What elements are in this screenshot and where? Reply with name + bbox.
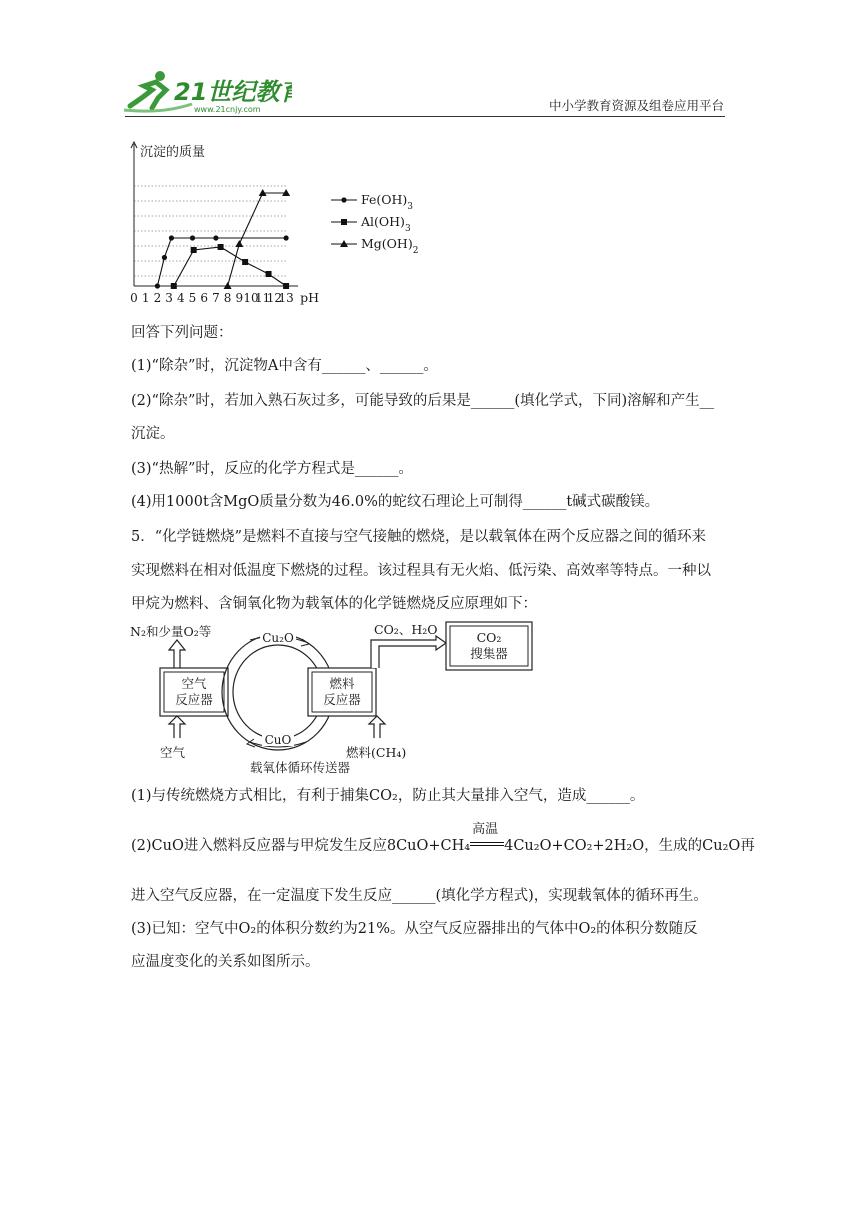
q4-sub3: (3)“热解”时，反应的化学方程式是______。 <box>131 461 413 477</box>
site-logo <box>122 68 292 120</box>
data-point-square <box>283 283 289 289</box>
data-point-circle <box>284 235 289 240</box>
svg-text:空气: 空气 <box>181 676 207 691</box>
q4-intro: 回答下列问题： <box>131 325 233 341</box>
x-tick-label: 6 <box>200 291 209 305</box>
legend-label: $Fe(OH)_3$ <box>361 192 414 212</box>
header-tagline: 中小学教育资源及组卷应用平台 <box>548 98 724 113</box>
q5-para-line1: 5．“化学链燃烧”是燃料不直接与空气接触的燃烧，是以载氧体在两个反应器之间的循环来 <box>131 529 707 545</box>
q5-sub3-line1: (3)已知：空气中O₂的体积分数约为21%。从空气反应器排出的气体中O₂的体积分数随反 <box>131 921 698 937</box>
data-point-triangle <box>235 240 243 247</box>
diagram-caption: 载氧体循环传送器 <box>249 760 351 775</box>
data-point-square <box>242 259 248 265</box>
legend-marker-circle <box>341 197 346 202</box>
q5-para-line2: 实现燃料在相对低温度下燃烧的过程。该过程具有无火焰、低污染、高效率等特点。一种以 <box>131 563 711 579</box>
fuel-in-arrow <box>369 716 385 738</box>
q5-sub1: (1)与传统燃烧方式相比，有利于捕集CO₂，防止其大量排入空气，造成______。 <box>131 788 645 804</box>
x-tick-label: 2 <box>153 291 162 305</box>
co2-h2o-label: CO₂、H₂O <box>374 622 438 637</box>
svg-text:CO₂: CO₂ <box>476 630 502 645</box>
header-divider <box>125 116 725 117</box>
x-tick-label: 10 <box>243 291 259 305</box>
data-point-circle <box>190 235 195 240</box>
x-tick-label: 12 <box>266 291 283 305</box>
air-in-arrow <box>169 716 185 738</box>
cuo-label: CuO <box>264 733 292 747</box>
x-tick-label: 7 <box>212 291 220 305</box>
svg-text:搜集器: 搜集器 <box>470 646 508 661</box>
q5-sub2-line1: (2)CuO进入燃料反应器与甲烷发生反应8CuO+CH₄ 高温 4Cu₂O+CO₂+2H₂O，生成的Cu₂O再 <box>131 822 755 854</box>
series-line-triangle <box>228 193 287 286</box>
data-point-square <box>266 271 272 277</box>
q5-sub3-line2: 应温度变化的关系如图所示。 <box>131 954 320 970</box>
q4-sub2-line2: 沉淀。 <box>131 426 175 442</box>
q4-sub4: (4)用1000t含MgO质量分数为46.0%的蛇纹石理论上可制得______t碱式碳酸镁。 <box>131 494 660 510</box>
svg-text:燃料: 燃料 <box>329 676 355 691</box>
reaction-condition: 高温 <box>470 836 504 856</box>
data-point-square <box>171 283 177 289</box>
y-axis-label: 沉淀的质量 <box>140 145 206 160</box>
svg-text:反应器: 反应器 <box>175 692 213 707</box>
series-line-square <box>174 247 286 286</box>
x-tick-label: 1 <box>141 291 150 305</box>
svg-text:www.21cnjy.com: www.21cnjy.com <box>194 105 261 114</box>
data-point-square <box>218 244 224 250</box>
legend-label: $Al(OH)_3$ <box>361 214 411 234</box>
fuel-in-label: 燃料(CH₄) <box>346 745 407 760</box>
cu2o-label: Cu₂O <box>262 631 294 645</box>
x-tick-label: 3 <box>165 291 173 305</box>
x-tick-label: 11 <box>255 291 271 305</box>
q5-para-line3: 甲烷为燃料、含铜氧化物为载氧体的化学链燃烧反应原理如下： <box>131 596 537 612</box>
legend-marker-square <box>341 219 347 225</box>
x-tick-label: 9 <box>235 291 244 305</box>
n2-out-arrow <box>169 640 185 668</box>
svg-text:反应器: 反应器 <box>323 692 361 707</box>
q4-sub1: (1)“除杂”时，沉淀物A中含有______、______。 <box>131 358 438 374</box>
n2-label: N₂和少量O₂等 <box>130 624 212 639</box>
legend-label: $Mg(OH)_2$ <box>361 236 419 256</box>
data-point-circle <box>155 283 160 288</box>
q4-sub2-line1: (2)“除杂”时，若加入熟石灰过多，可能导致的后果是______(填化学式，下同)溶解和产生__ <box>131 393 715 409</box>
x-tick-label: 8 <box>223 291 232 305</box>
air-in-label: 空气 <box>160 745 186 760</box>
data-point-square <box>191 247 197 253</box>
x-tick-label: 13 <box>278 291 294 305</box>
data-point-circle <box>162 255 167 260</box>
x-tick-label: 0 <box>130 291 138 305</box>
co2-out-arrow <box>371 636 446 668</box>
x-tick-label: 4 <box>176 291 185 305</box>
data-point-circle <box>213 235 218 240</box>
x-axis-label: pH <box>300 290 320 305</box>
data-point-circle <box>169 235 174 240</box>
svg-text:21世纪教育: 21世纪教育 <box>174 78 292 106</box>
chemical-looping-diagram <box>128 620 548 784</box>
precipitate-chart <box>125 138 425 314</box>
q5-sub2-line2: 进入空气反应器，在一定温度下发生反应______(填化学方程式)，实现载氧体的循环再生。 <box>131 888 708 904</box>
x-tick-label: 5 <box>188 291 197 305</box>
